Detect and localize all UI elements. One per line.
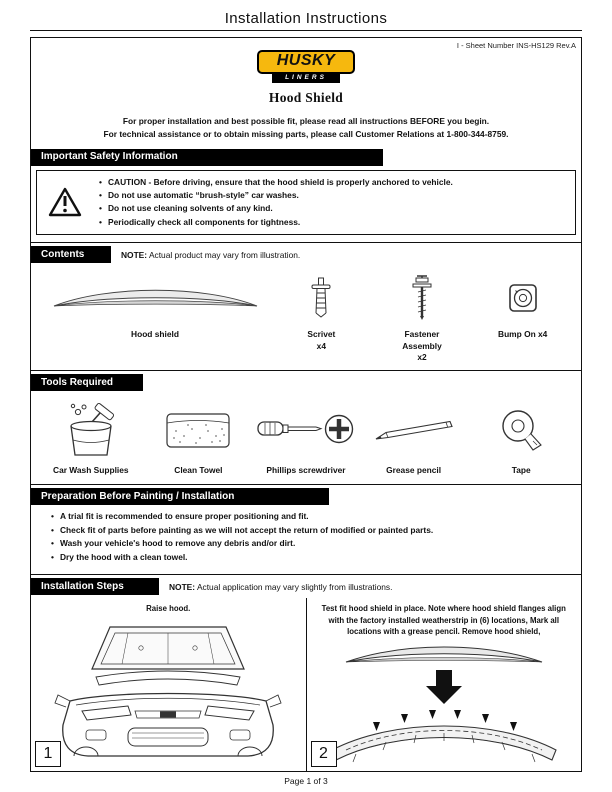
product-title: Hood Shield [268,89,344,105]
step-1-number: 1 [35,741,61,767]
husky-liners-logo [257,50,355,83]
steps-header-row [31,578,581,595]
fastener-assembly-illustration [408,274,436,322]
section-divider [31,370,581,371]
test-fit-figure [315,638,574,768]
tool-car-wash-supplies: Car Wash Supplies [37,399,145,475]
tape-illustration [497,407,545,453]
tools-row [31,391,581,479]
intro-line-2: For technical assistance or to obtain missing parts, please call Customer Relations at 1-800-344-8759. [103,128,509,139]
preparation-item: • Wash your vehicle's hood to remove any debris and/or dirt. [49,537,581,550]
safety-warning-box [36,170,576,236]
step-1-text: Raise hood. [146,604,191,614]
screwdriver-figure [252,399,360,461]
tool-tape: Tape [467,399,575,475]
caution-label: CAUTION - [108,176,152,187]
steps-note [169,582,392,592]
preparation-list [49,510,581,564]
bump-on-figure [472,271,573,325]
contents-parts-row [31,263,581,365]
car-wash-figure [37,399,145,461]
section-header-preparation: Preparation Before Painting / Installation [31,488,329,505]
logo-liners-text: LINERS [272,72,340,83]
section-divider [31,242,581,243]
note-label: NOTE: [169,581,196,592]
scrivet-illustration [308,276,334,320]
note-text: Actual product may vary from illustration. [148,249,301,260]
scrivet-figure [271,271,372,325]
page-title: Installation Instructions [224,10,388,27]
title-divider [30,30,582,31]
page-footer: Page 1 of 3 [284,776,328,786]
safety-list [97,176,453,230]
part-hood-shield: Hood shield [39,271,271,340]
warning-triangle-icon [47,186,83,218]
safety-item: • Do not use automatic “brush-style” car washes. [97,189,453,202]
section-divider [31,484,581,485]
note-text: Actual application may vary slightly from illustrations. [196,581,393,592]
towel-figure [145,399,253,461]
section-header-safety: Important Safety Information [31,149,383,166]
safety-item: • Periodically check all components for tightness. [97,216,453,229]
intro-line-1: For proper installation and best possible fit, please read all instructions BEFORE you begin. [122,115,490,126]
part-scrivet: Scrivet x4 [271,271,372,352]
step-2-text: Test fit hood shield in place. Note where hood shield flanges align with the factory installed weatherstrip in (6) locations, Mark all locations with a grease pencil. Remove hood shield, [321,604,566,637]
bump-on-illustration [508,283,538,313]
caution-text: Before driving, ensure that the hood shield is properly anchored to vehicle. [153,176,453,187]
raise-hood-figure [39,615,298,763]
preparation-item: • Check fit of parts before painting as we will not accept the return of modified or painted parts. [49,524,581,537]
contents-note [121,250,300,260]
part-bump-on: Bump On x4 [472,271,573,340]
grease-pencil-illustration [372,416,456,444]
safety-item: • Do not use cleaning solvents of any kind. [97,202,453,215]
fastener-figure [372,271,473,325]
step-1-panel [31,598,307,771]
main-content-box [30,37,582,772]
section-divider [31,574,581,575]
section-header-tools: Tools Required [31,374,143,391]
logo-husky-text: HUSKY [257,50,355,74]
intro-text [31,115,581,141]
preparation-item: • Dry the hood with a clean towel. [49,551,581,564]
phillips-screwdriver-illustration [256,409,356,451]
section-header-installation-steps: Installation Steps [31,578,159,595]
hood-shield-illustration [48,278,263,318]
section-header-contents: Contents [31,246,111,263]
step-2-number: 2 [311,741,337,767]
tool-clean-towel: Clean Towel [145,399,253,475]
step-2-panel [307,598,582,771]
hood-shield-test-fit-illustration [316,638,572,768]
grease-pencil-figure [360,399,468,461]
tape-figure [467,399,575,461]
hood-shield-figure [39,271,271,325]
sheet-number: I - Sheet Number INS-HS129 Rev.A [456,41,576,50]
installation-steps-panels [31,598,581,771]
contents-header-row [31,246,581,263]
part-fastener-assembly: Fastener Assembly x2 [372,271,473,363]
car-raised-hood-illustration [40,615,296,763]
clean-towel-illustration [162,405,234,455]
safety-item-caution [97,176,453,189]
tool-phillips-screwdriver: Phillips screwdriver [252,399,360,475]
tool-grease-pencil: Grease pencil [360,399,468,475]
car-wash-supplies-illustration [58,400,124,460]
preparation-item: • A trial fit is recommended to ensure proper positioning and fit. [49,510,581,523]
note-label: NOTE: [121,249,148,260]
